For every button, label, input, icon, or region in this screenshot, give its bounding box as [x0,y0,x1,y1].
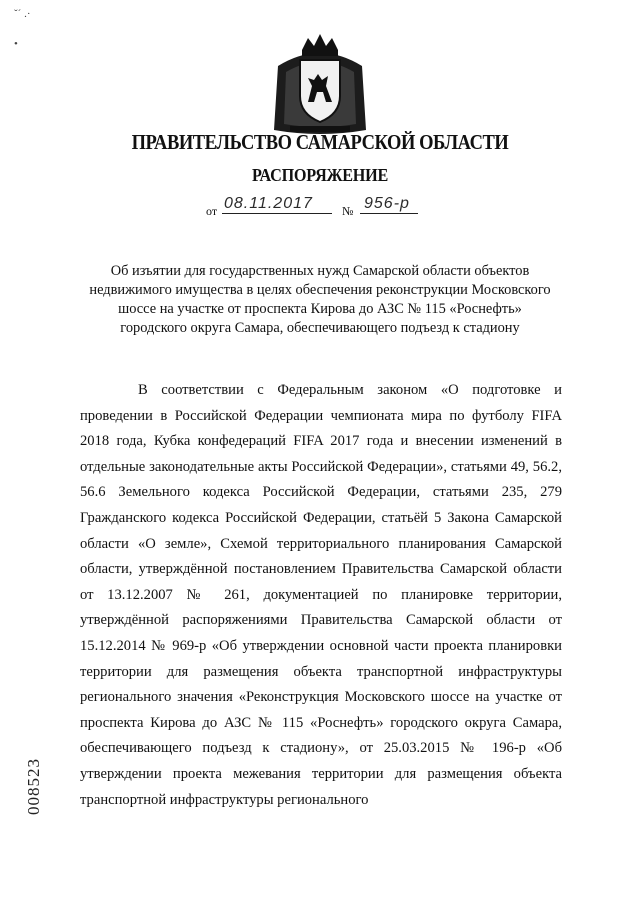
number-value: 956-р [364,195,410,212]
number-prefix: № [342,204,354,218]
government-title: ПРАВИТЕЛЬСТВО САМАРСКОЙ ОБЛАСТИ [131,130,509,154]
date-value: 08.11.2017 [224,195,313,212]
date-prefix: от [206,204,218,218]
document-subject: Об изъятии для государственных нужд Самарской области объектов недвижимого имущества в целях обеспечения реконструкции Московского шоссе на участке от проспекта Кирова до АЗС № 115 «Роснефть» городского округа Самара, обеспечивающего подъезд к стадиону [89,263,551,336]
document-body [80,378,562,813]
corner-mark: ˇ´ .· [14,8,31,20]
corner-dot: • [14,38,18,50]
side-serial-number: 008523 [24,758,43,815]
coat-of-arms-icon [268,30,372,140]
body-paragraph: В соответствии с Федеральным законом «О подготовке и проведении в Российской Федерации чемпионата мира по футболу FIFA 2018 года, Кубка конфедераций FIFA 2017 года и внесении изменений в отдельные законодательные акты Российской Федерации», статьями 49, 56.2, 56.6 Земельного кодекса Российской Федерации, статьями 235, 279 Гражданского кодекса Российской Федерации, статьёй 5 Закона Самарской области «О земле», Схемой территориального планирования Самарской области, утверждённой постановлением Правительства Самарской области от 13.12.2007 № 261, документацией по планировке территории, утверждённой распоряжениями Правительства Самарской области от 15.12.2014 № 969-р «Об утверждении основной части проекта планировки территории для размещения объекта транспортной инфраструктуры регионального значения «Реконструкция Московского шоссе на участке от проспекта Кирова до АЗС № 115 «Роснефть» городского округа Самара, обеспечивающего подъезд к стадиону», от 25.03.2015 № 196-р «Об утверждении проекта межевания территории для размещения объекта транспортной инфраструктуры регионального [80,382,562,808]
document-type: РАСПОРЯЖЕНИЕ [251,165,388,185]
date-number-line [206,196,466,220]
